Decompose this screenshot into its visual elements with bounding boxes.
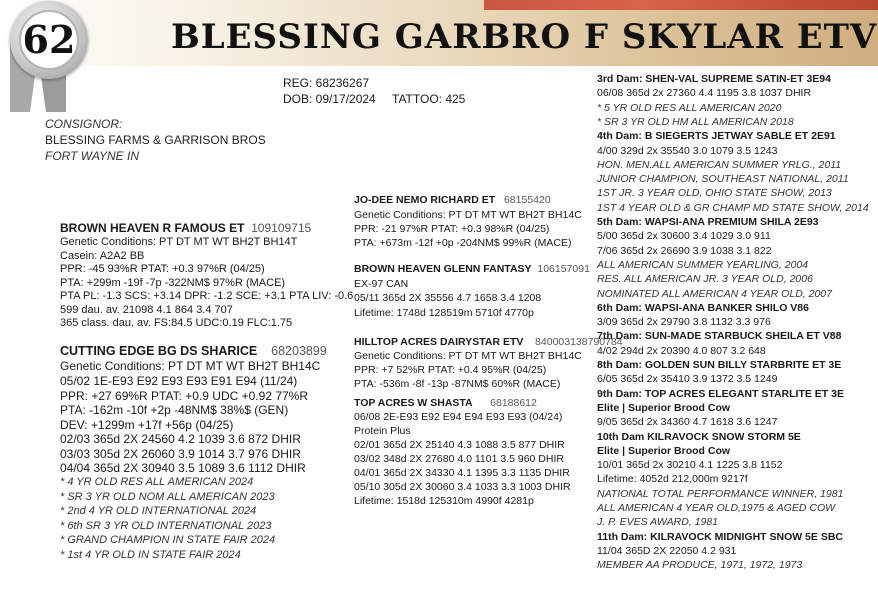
sire-line: Casein: A2A2 BB [60,249,145,262]
sire-dam-name [354,263,590,276]
ancestor-award: 1ST JR. 3 YEAR OLD, OHIO STATE SHOW, 2013 [597,187,832,200]
dam-name [60,344,327,359]
tattoo: TATTOO: 425 [392,92,466,106]
ancestor-heading: 11th Dam: KILRAVOCK MIDNIGHT SNOW 5E SBC [597,530,843,543]
dam-dam-line: 04/01 365d 2X 34330 4.1 1395 3.3 1135 DHIR [354,467,570,479]
ancestor-heading: 4th Dam: B SIEGERTS JETWAY SABLE ET 2E91 [597,130,836,143]
ancestor-award: J. P. EVES AWARD, 1981 [597,516,719,529]
dam-award: * 4 YR OLD RES ALL AMERICAN 2024 [60,476,254,488]
dam-line: DEV: +1299m +17f +56p (04/25) [60,417,234,432]
sire-sire-line: PPR: -21 97%R PTAT: +0.3 98%R (04/25) [354,222,550,235]
reg-number: REG: 68236267 [283,76,370,90]
ancestor-award: RES. ALL AMERICAN JR. 3 YEAR OLD, 2006 [597,273,813,286]
dam-reg: 68203899 [271,344,327,358]
sire-sire-name-text: JO-DEE NEMO RICHARD ET [354,194,496,206]
ancestor-heading: 9th Dam: TOP ACRES ELEGANT STARLITE ET 3E [597,387,844,400]
ancestor-award: 1ST 4 YEAR OLD & GR CHAMP MD STATE SHOW, 2014 [597,201,869,214]
dam-award: * SR 3 YR OLD NOM ALL AMERICAN 2023 [60,490,275,503]
sire-sire-reg: 68155420 [503,194,551,206]
ancestor-award: * SR 3 YR OLD HM ALL AMERICAN 2018 [597,115,794,128]
dam-award: * 2nd 4 YR OLD INTERNATIONAL 2024 [60,505,257,517]
sire-dam-line: Lifetime: 1748d 128519m 5710f 4770p [354,306,534,319]
sire-sire-name [354,194,551,207]
sire-line: Genetic Conditions: PT DT MT WT BH2T BH14T [60,236,298,248]
ancestor-heading: 6th Dam: WAPSI-ANA BANKER SHILO V86 [597,301,809,314]
ancestor-heading: 10th Dam KILRAVOCK SNOW STORM 5E [597,430,801,443]
dam-line: 03/03 305d 2X 26060 3.9 1014 3.7 976 DHIR [60,446,301,461]
sire-line: 365 class. dau. av. FS:84.5 UDC:0.19 FLC:1.75 [60,317,293,329]
ancestor-record: 6/05 365d 2x 35410 3.9 1372 3.5 1249 [597,373,778,386]
sire-sire-line: Genetic Conditions: PT DT MT WT BH2T BH14C [354,208,582,221]
dam-line: PPR: +27 69%R PTAT: +0.9 UDC +0.92 77%R [60,388,309,403]
birth-date: DOB: 09/17/2024 [283,92,376,106]
dam-line: 02/03 365d 2X 24560 4.2 1039 3.6 872 DHIR [60,432,301,446]
ancestor-award: MEMBER AA PRODUCE, 1971, 1972, 1973 [597,559,803,572]
dam-line: Genetic Conditions: PT DT MT WT BH2T BH14C [60,359,321,373]
ancestor-award: NATIONAL TOTAL PERFORMANCE WINNER, 1981 [597,487,844,500]
ancestor-heading: 3rd Dam: SHEN-VAL SUPREME SATIN-ET 3E94 [597,73,831,85]
ancestor-award: NOMINATED ALL AMERICAN 4 YEAR OLD, 2007 [597,287,832,300]
ancestor-heading: 8th Dam: GOLDEN SUN BILLY STARBRITE ET 3E [597,359,842,371]
ancestor-heading: 7th Dam: SUN-MADE STARBUCK SHEILA ET V88 [597,330,842,343]
ancestor-award: HON. MEN.ALL AMERICAN SUMMER YRLG., 2011 [597,158,842,171]
ancestor-record: 4/00 329d 2x 35540 3.0 1079 3.5 1243 [597,144,778,157]
dam-dam-line: 03/02 348d 2X 27680 4.0 1101 3.5 960 DHIR [354,453,564,465]
consignor-location: FORT WAYNE IN [45,149,140,163]
dam-dam-line: 06/08 2E-E93 E92 E94 E94 E93 E93 (04/24) [354,411,563,423]
dam-sire-name [354,336,623,349]
dam-dam-line: Protein Plus [354,425,411,437]
consignor-label: CONSIGNOR: [45,117,123,131]
sire-name-text: BROWN HEAVEN R FAMOUS ET [60,221,245,235]
ancestor-record: 5/00 365d 2x 30600 3.4 1029 3.0 911 [597,230,771,243]
dam-dam-name-text: TOP ACRES W SHASTA [354,397,473,409]
sire-line: PTA PL: -1.3 SCS: +3.14 DPR: -1.2 SCE: +3.1 PTA LIV: -0.6 [60,290,354,302]
consignor-name: BLESSING FARMS & GARRISON BROS [45,133,266,147]
dam-dam-reg: 68188612 [490,397,537,409]
sire-line: PPR: -45 93%R PTAT: +0.3 97%R (04/25) [60,263,265,275]
dam-sire-line: PTA: -536m -8f -13p -87NM$ 60%R (MACE) [354,378,561,390]
dam-award: * GRAND CHAMPION IN STATE FAIR 2024 [60,534,276,546]
animal-name: BLESSING GARBRO F SKYLAR ETV [171,17,878,57]
ancestor-record: 10/01 365d 2x 30210 4.1 1225 3.8 1152 [597,459,783,472]
sire-name [60,221,311,236]
ancestor-record: 11/04 365D 2X 22050 4.2 931 [597,544,737,557]
dam-sire-name-text: HILLTOP ACRES DAIRYSTAR ETV [354,336,524,348]
dam-award: * 6th SR 3 YR OLD INTERNATIONAL 2023 [60,519,272,532]
ancestor-record: 7/06 365d 2x 26690 3.9 1038 3.1 822 [597,244,772,257]
dam-sire-reg: 840003138790784 [535,336,623,348]
ancestor-award: * 5 YR OLD RES ALL AMERICAN 2020 [597,101,782,114]
ancestor-award: JUNIOR CHAMPION, SOUTHEAST NATIONAL, 2011 [597,173,849,186]
dam-line: 04/04 365d 2X 30940 3.5 1089 3.6 1112 DHIR [60,461,306,475]
dam-dam-line: 05/10 305d 2X 30060 3.4 1033 3.3 1003 DHIR [354,481,571,493]
sire-reg: 109109715 [251,221,312,235]
sire-sire-line: PTA: +673m -12f +0p -204NM$ 99%R (MACE) [354,236,572,249]
dam-line: 05/02 1E-E93 E92 E93 E93 E91 E94 (11/24) [60,374,298,388]
ancestor-heading: Elite | Superior Brood Cow [597,401,731,414]
dam-dam-name [354,397,537,410]
ancestor-record: Lifetime: 4052d 212,000m 9217f [597,473,748,486]
dam-dam-line: Lifetime: 1518d 125310m 4990f 4281p [354,495,534,507]
dam-line: PTA: -162m -10f +2p -48NM$ 38%$ (GEN) [60,403,289,417]
sire-line: PTA: +299m -19f -7p -322NM$ 97%R (MACE) [60,276,286,289]
dam-award: * 1st 4 YR OLD IN STATE FAIR 2024 [60,548,241,561]
ancestor-award: ALL AMERICAN SUMMER YEARLING, 2004 [597,258,809,271]
ancestor-heading: Elite | Superior Brood Cow [597,444,731,457]
sire-dam-name-text: BROWN HEAVEN GLENN FANTASY [354,263,532,275]
header-photo-strip [484,0,878,10]
ancestor-record: 3/09 365d 2x 29790 3.8 1132 3.3 976 [597,316,771,329]
ancestor-record: 06/08 365d 2x 27360 4.4 1195 3.8 1037 DHIR [597,87,812,100]
ancestor-heading: 5th Dam: WAPSI-ANA PREMIUM SHILA 2E93 [597,216,819,228]
dam-sire-line: Genetic Conditions: PT DT MT WT BH2T BH14C [354,350,582,362]
sire-line: 599 dau. av. 21098 4.1 864 3.4 707 [60,303,233,316]
ancestor-record: 9/05 365d 2x 34360 4.7 1618 3.6 1247 [597,416,778,429]
ancestor-record: 4/02 294d 2x 20390 4.0 807 3.2 648 [597,344,766,357]
sire-dam-line: 05/11 365d 2X 35556 4.7 1658 3.4 1208 [354,292,542,304]
dam-sire-line: PPR: +7 52%R PTAT: +0.4 95%R (04/25) [354,364,547,376]
sire-dam-reg: 106157091 [537,263,590,275]
ancestor-award: ALL AMERICAN 4 YEAR OLD,1975 & AGED COW [597,502,836,514]
dam-name-text: CUTTING EDGE BG DS SHARICE [60,344,258,358]
lot-number: 62 [19,10,79,70]
sire-dam-line: EX-97 CAN [354,277,409,290]
dam-dam-line: 02/01 365d 2X 25140 4.3 1088 3.5 877 DHIR [354,439,565,451]
